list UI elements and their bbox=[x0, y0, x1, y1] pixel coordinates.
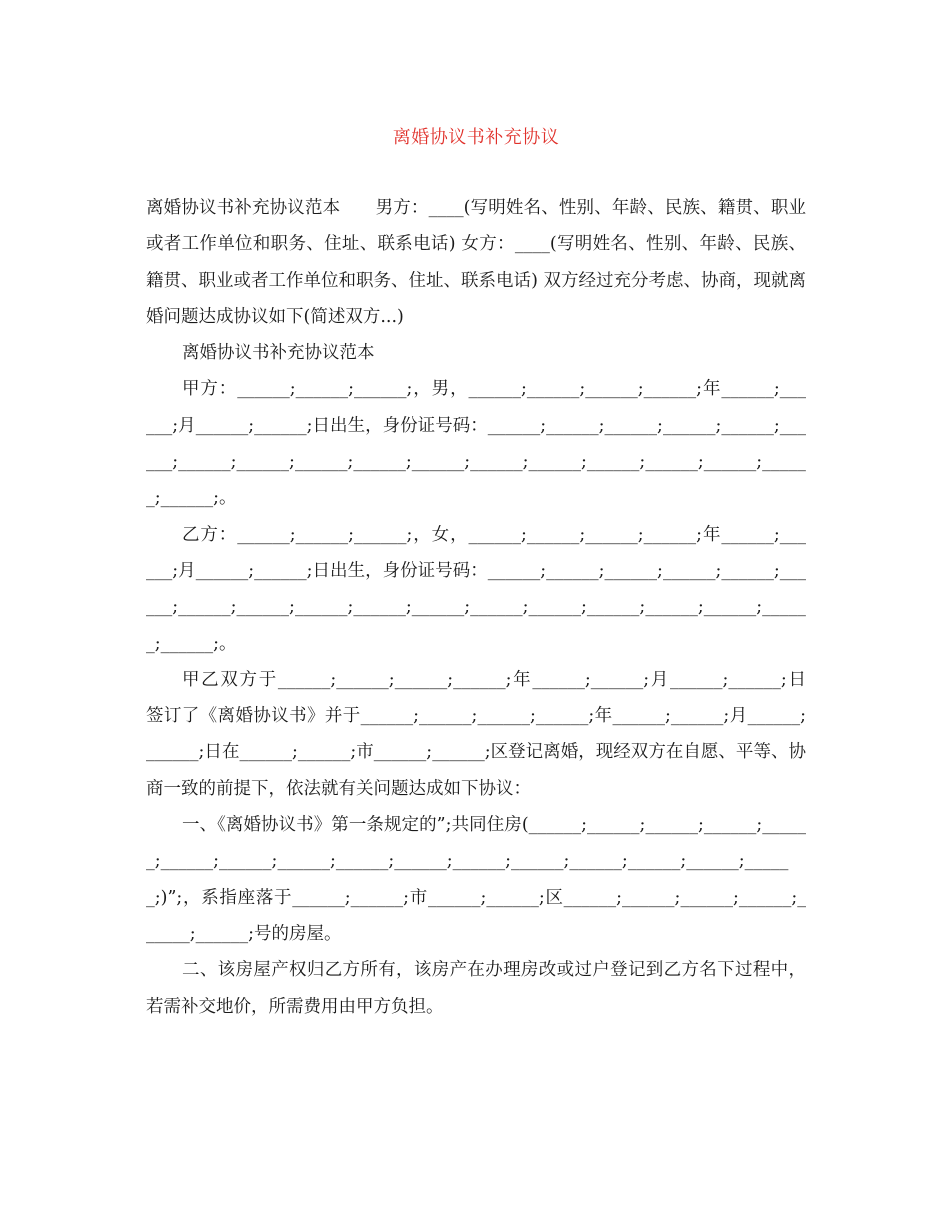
intro-paragraph: 离婚协议书补充协议范本 男方：____(写明姓名、性别、年龄、民族、籍贯、职业或者工作单位和职务、住址、联系电话) 女方：____(写明姓名、性别、年龄、民族、籍贯、职业或者工作单位和职务、住址、联系电话) 双方经过充分考虑、协商，现就离婚问题达成协议如下(简述双方...) bbox=[146, 198, 806, 327]
clause-two-paragraph: 二、该房屋产权归乙方所有，该房产在办理房改或过户登记到乙方名下过程中，若需补交地价，所需费用由甲方负担。 bbox=[146, 960, 806, 1017]
party-a-paragraph: 甲方：______;______;______;，男，______;______;______;______;年______;______;月______;______;日出生，身份证号码：______;______;______;______;______;______;______;______;______;______;______;______;______;______;______;______;______;______;。 bbox=[146, 379, 806, 509]
subtitle-paragraph: 离婚协议书补充协议范本 bbox=[182, 343, 375, 364]
document-title: 离婚协议书补充协议 bbox=[392, 127, 560, 148]
clause-one-paragraph: 一、《离婚协议书》第一条规定的”;共同住房(______;______;______;______;______;______;______;______;______;______;______;______;______;______;______;______;)”;，系指座落于______;______;市______;______;区______;______;______;______;______;______;号的房屋。 bbox=[146, 815, 806, 944]
party-b-paragraph: 乙方：______;______;______;，女，______;______;______;______;年______;______;月______;______;日出生，身份证号码：______;______;______;______;______;______;______;______;______;______;______;______;______;______;______;______;______;______;。 bbox=[146, 524, 806, 654]
document-body bbox=[146, 190, 806, 1025]
agreement-date-paragraph: 甲乙双方于______;______;______;______;年______;______;月______;______;日签订了《离婚协议书》并于______;______;______;______;年______;______;月______;______;日在______;______;市______;______;区登记离婚，现经双方在自愿、平等、协商一致的前提下，依法就有关问题达成如下协议： bbox=[146, 669, 806, 799]
